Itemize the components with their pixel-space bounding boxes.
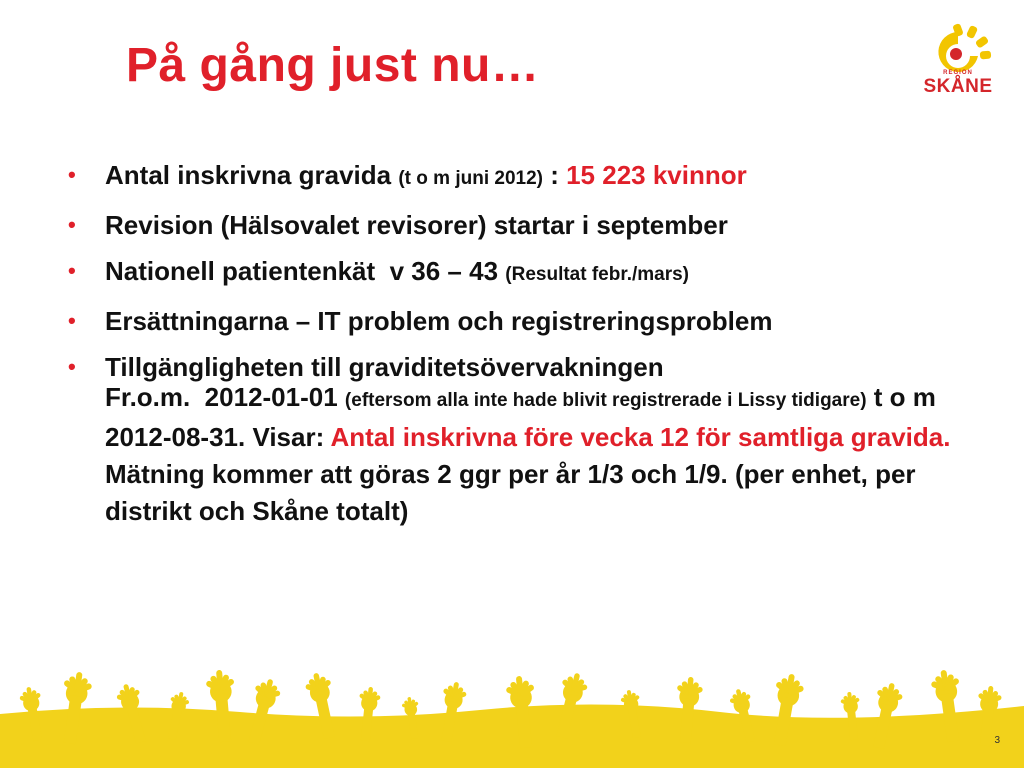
bullet-note: (Resultat febr./mars) [505,264,690,285]
logo-region-label: REGION [943,70,973,76]
detail-paragraph [105,379,993,530]
bullet-text: Ersättningarna – IT problem och registreringsproblem [105,306,773,336]
bullet-highlight: 15 223 kvinnor [566,160,747,190]
bullet-text: Revision (Hälsovalet revisorer) startar i september [105,210,728,240]
bullet-separator: : [542,160,567,190]
paragraph-note: (eftersom alla inte hade blivit registrerade i Lissy tidigare) [344,390,867,411]
paragraph-period: t o m 2012-08-31. Visar: [105,382,936,452]
bullet-text: Tillgängligheten till graviditetsövervakningen [105,352,664,382]
bullet-item [68,298,988,344]
slide-title: På gång just nu… [126,39,540,92]
paragraph-measurement: Mätning kommer att göras 2 ggr per år 1/3 och 1/9. (per enhet, per distrikt och Skåne totalt) [105,459,916,526]
bullet-note: (t o m juni 2012) [398,168,543,189]
bullet-list [68,152,988,390]
paragraph-highlight: Antal inskrivna före vecka 12 för samtliga gravida. [330,422,951,452]
hands-decoration-icon [0,644,1024,768]
bullet-dot-icon: • [68,354,76,379]
bullet-text: Antal inskrivna gravida [105,160,392,190]
bullet-dot-icon: • [68,162,76,187]
bullet-item [68,248,988,298]
bullet-dot-icon: • [68,308,76,333]
logo-name-label: SKÅNE [923,76,993,97]
bullet-dot-icon: • [68,212,76,237]
bullet-item [68,152,988,202]
bullet-item [68,202,988,248]
logo-text [920,70,996,96]
bullet-dot-icon: • [68,258,76,283]
paragraph-date-range: Fr.o.m. 2012-01-01 [105,382,338,412]
bullet-text: Nationell patientenkät v 36 – 43 [105,256,499,286]
page-number: 3 [994,735,1000,746]
